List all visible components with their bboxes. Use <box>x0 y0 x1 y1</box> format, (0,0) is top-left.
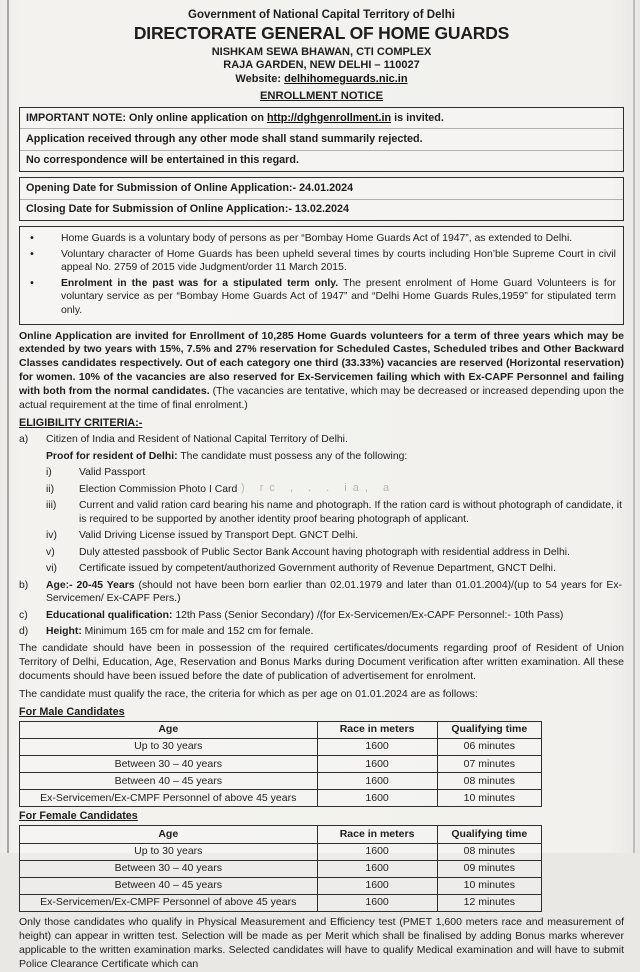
col-header-age: Age <box>20 826 318 843</box>
male-table-title: For Male Candidates <box>19 705 125 718</box>
proof-intro-line <box>46 450 624 464</box>
item-rest: 12th Pass (Senior Secondary) /(for Ex-Servicemen/Ex-CAPF Personnel:- 10th Pass) <box>172 609 564 621</box>
documents-paragraph: The candidate should have been in possession of the required certificates/documents regarding proof of Resident of Union Territory of Delhi, Education, Age, Reservation and Bonus Marks during Document verification after written examination. All these documents should have been issued before the date of publication of advertisement for enrolment. <box>19 641 624 682</box>
item-label: a) <box>19 434 29 446</box>
col-header-race: Race in meters <box>317 826 437 843</box>
bullet-text <box>61 277 616 318</box>
cell-race: 1600 <box>317 843 437 860</box>
item-bold: Height: <box>46 626 82 638</box>
bullet-text <box>61 232 616 246</box>
cell-race: 1600 <box>317 773 437 790</box>
table-row <box>20 894 542 911</box>
bullet-body: Home Guards is a voluntary body of persons as per “Bombay Home Guards Act of 1947”, as extended to Delhi. <box>61 233 573 245</box>
proof-intro-bold: Proof for resident of Delhi: <box>46 450 178 462</box>
table-row <box>20 738 542 755</box>
item-rest: Minimum 165 cm for male and 152 cm for female. <box>81 626 314 638</box>
cell-age: Up to 30 years <box>20 738 318 755</box>
item-label: b) <box>19 579 29 591</box>
cell-age: Between 40 – 45 years <box>20 877 318 894</box>
col-header-age: Age <box>20 721 318 738</box>
cell-race: 1600 <box>317 877 437 894</box>
important-note-line-1 <box>20 108 623 129</box>
bullet-body: The present enrolment of Home Guard Volunteers is for voluntary service as per “Bombay Home Guards Act of 1947” and “Delhi Home Guards Rules,1959” for stipulated term only. <box>61 277 616 316</box>
item-text: Current and valid ration card bearing his name and photograph. If the ration card is without photograph of candidate, it is required to be supported by another identity proof bearing photograph of applicant. <box>79 500 622 525</box>
enrollment-url-link[interactable]: http://dghgenrollment.in <box>266 111 392 124</box>
cell-race: 1600 <box>317 756 437 773</box>
dates-box <box>19 177 624 221</box>
col-header-race: Race in meters <box>317 721 437 738</box>
cell-time: 12 minutes <box>437 894 541 911</box>
cell-time: 09 minutes <box>437 860 541 877</box>
table-row <box>20 860 542 877</box>
website-label: Website: <box>235 73 285 85</box>
table-row <box>20 790 542 807</box>
opening-date-line: Opening Date for Submission of Online Application:- 24.01.2024 <box>20 178 623 199</box>
cell-time: 10 minutes <box>437 877 541 894</box>
item-label: v) <box>46 546 55 558</box>
item-text: Duly attested passbook of Public Sector Bank Account having photograph with residential address in Delhi. <box>79 546 570 558</box>
item-label: i) <box>46 467 52 479</box>
bullet-text <box>61 248 616 275</box>
eligibility-item-d <box>19 625 624 639</box>
bullet-item <box>25 277 616 318</box>
female-table-title: For Female Candidates <box>19 810 138 823</box>
proof-item-v <box>46 546 624 560</box>
cell-time: 10 minutes <box>437 790 541 807</box>
cell-age: Between 30 – 40 years <box>20 756 318 773</box>
cell-race: 1600 <box>317 790 437 807</box>
cell-race: 1600 <box>317 894 437 911</box>
item-text: Election Commission Photo I Card <box>79 483 238 495</box>
item-label: iv) <box>46 530 57 542</box>
male-race-table <box>19 721 542 808</box>
bullet-icon: • <box>30 233 34 245</box>
notice-title: ENROLLMENT NOTICE <box>259 90 384 102</box>
item-text: Valid Driving License issued by Transport Dept. GNCT Delhi. <box>79 530 359 542</box>
eligibility-item-a <box>19 433 624 447</box>
eligibility-item-c <box>19 609 624 623</box>
item-text <box>46 625 624 639</box>
race-intro-paragraph: The candidate must qualify the race, the criteria for which as per age on 01.01.2024 are as follows: <box>19 687 478 700</box>
item-bold: Educational qualification: <box>46 609 173 621</box>
proof-item-iv <box>46 529 624 543</box>
bullet-icon: • <box>30 248 34 260</box>
item-bold: Age:- 20-45 Years <box>46 579 135 591</box>
cell-time: 08 minutes <box>437 773 541 790</box>
table-header-row <box>20 826 542 843</box>
website-link[interactable]: delhihomeguards.nic.in <box>284 73 408 85</box>
female-race-table <box>19 825 542 912</box>
page-title: DIRECTORATE GENERAL OF HOME GUARDS <box>133 23 510 43</box>
eligibility-heading: ELIGIBILITY CRITERIA:- <box>19 417 143 430</box>
table-row <box>20 773 542 790</box>
cell-race: 1600 <box>317 738 437 755</box>
item-label: c) <box>19 609 28 621</box>
bullet-body: Voluntary character of Home Guards has been upheld several times by courts including Hon’ble Supreme Court in civil appeal No. 2759 of 2015 vide Judgment/order 11 March 2015. <box>61 248 616 274</box>
item-text: Valid Passport <box>79 467 146 479</box>
item-label: vi) <box>46 563 57 575</box>
item-label: ii) <box>46 483 55 495</box>
cell-race: 1600 <box>317 860 437 877</box>
closing-paragraph: Only those candidates who qualify in Physical Measurement and Efficiency test (PMET 1,600 meters race and measurement of height) can appear in written test. Selection will be made as per Merit which shall be finalised by adding Bonus marks wherever applicable to the written examination marks. Selected candidates will have to qualify Medical examination and will have to submit Police Clearance Certificate which can <box>19 916 624 970</box>
vacancy-intro-normal: (The vacancies are tentative, which may be decreased or increased depending upon the actual requirement at the time of final enrolment.) <box>19 385 624 412</box>
important-note-box <box>19 107 624 172</box>
table-header-row <box>20 721 542 738</box>
cell-time: 07 minutes <box>437 756 541 773</box>
vacancy-intro-paragraph <box>19 330 624 414</box>
item-rest: (should not have been born earlier than 02.01.1979 and later than 01.01.2004)/(up to 54 years for Ex-Servicemen/ Ex-CAPF Pers.) <box>46 579 622 605</box>
important-note-line-2: Application received through any other mode shall stand summarily rejected. <box>20 129 623 150</box>
item-text <box>46 579 624 606</box>
proof-item-iii <box>46 499 624 526</box>
notice-title-wrap <box>19 85 624 107</box>
important-note-prefix: IMPORTANT NOTE: Only online application on <box>26 111 267 124</box>
cell-time: 08 minutes <box>437 843 541 860</box>
proof-intro-text <box>46 450 624 464</box>
address-line-2: RAJA GARDEN, NEW DELHI – 110027 <box>223 59 420 71</box>
document-header <box>19 9 624 107</box>
cell-age: Between 30 – 40 years <box>20 860 318 877</box>
proof-item-i <box>46 466 624 480</box>
cell-age: Between 40 – 45 years <box>20 773 318 790</box>
important-note-suffix: is invited. <box>391 111 444 124</box>
cell-time: 06 minutes <box>437 738 541 755</box>
table-row <box>20 843 542 860</box>
scan-artifact: ) rc , . . ia, a <box>241 482 396 495</box>
table-row <box>20 877 542 894</box>
item-label: iii) <box>46 500 57 512</box>
col-header-time: Qualifying time <box>437 721 541 738</box>
vacancy-intro-bold: Online Application are invited for Enrollment of 10,285 Home Guards volunteers for a term of three years which may be extended by two years with 15%, 7.5% and 27% reservation for Scheduled Castes, Scheduled tribes and Other Backward Classes candidates respectively. Out of each category one third (33.33%) vacancies are reserved (Horizontal reservation) for women. 10% of the vacancies are also reserved for Ex-Servicemen failing which with Ex-CAPF Personnel and failing with both from the normal candidates. <box>19 329 624 398</box>
item-text <box>46 609 624 623</box>
address-line-1: NISHKAM SEWA BHAWAN, CTI COMPLEX <box>211 46 432 58</box>
cell-age: Ex-Servicemen/Ex-CMPF Personnel of above 45 years <box>20 894 318 911</box>
closing-date-line: Closing Date for Submission of Online Application:- 13.02.2024 <box>26 203 349 216</box>
proof-item-vi <box>46 562 624 576</box>
proof-item-ii <box>46 483 624 497</box>
bullet-bold: Enrolment in the past was for a stipulated term only. <box>61 277 339 289</box>
bullet-item <box>25 248 616 275</box>
cell-age: Ex-Servicemen/Ex-CMPF Personnel of above 45 years <box>20 790 318 807</box>
website-line <box>19 73 624 85</box>
table-row <box>20 756 542 773</box>
item-label: d) <box>19 626 29 638</box>
proof-document-list <box>46 466 624 576</box>
item-text: Certificate issued by competent/authorized Government authority of Revenue Department, GNCT Delhi. <box>79 563 556 575</box>
bullet-item <box>25 232 616 246</box>
item-text: Citizen of India and Resident of National Capital Territory of Delhi. <box>46 434 348 446</box>
bullet-icon: • <box>30 277 34 289</box>
eligibility-item-b <box>19 579 624 606</box>
background-bullets-box <box>19 226 624 324</box>
important-note-line-3: No correspondence will be entertained in this regard. <box>26 154 299 167</box>
col-header-time: Qualifying time <box>437 826 541 843</box>
proof-intro-rest: The candidate must possess any of the following: <box>177 450 408 462</box>
government-line: Government of National Capital Territory of Delhi <box>188 9 455 21</box>
cell-age: Up to 30 years <box>20 843 318 860</box>
